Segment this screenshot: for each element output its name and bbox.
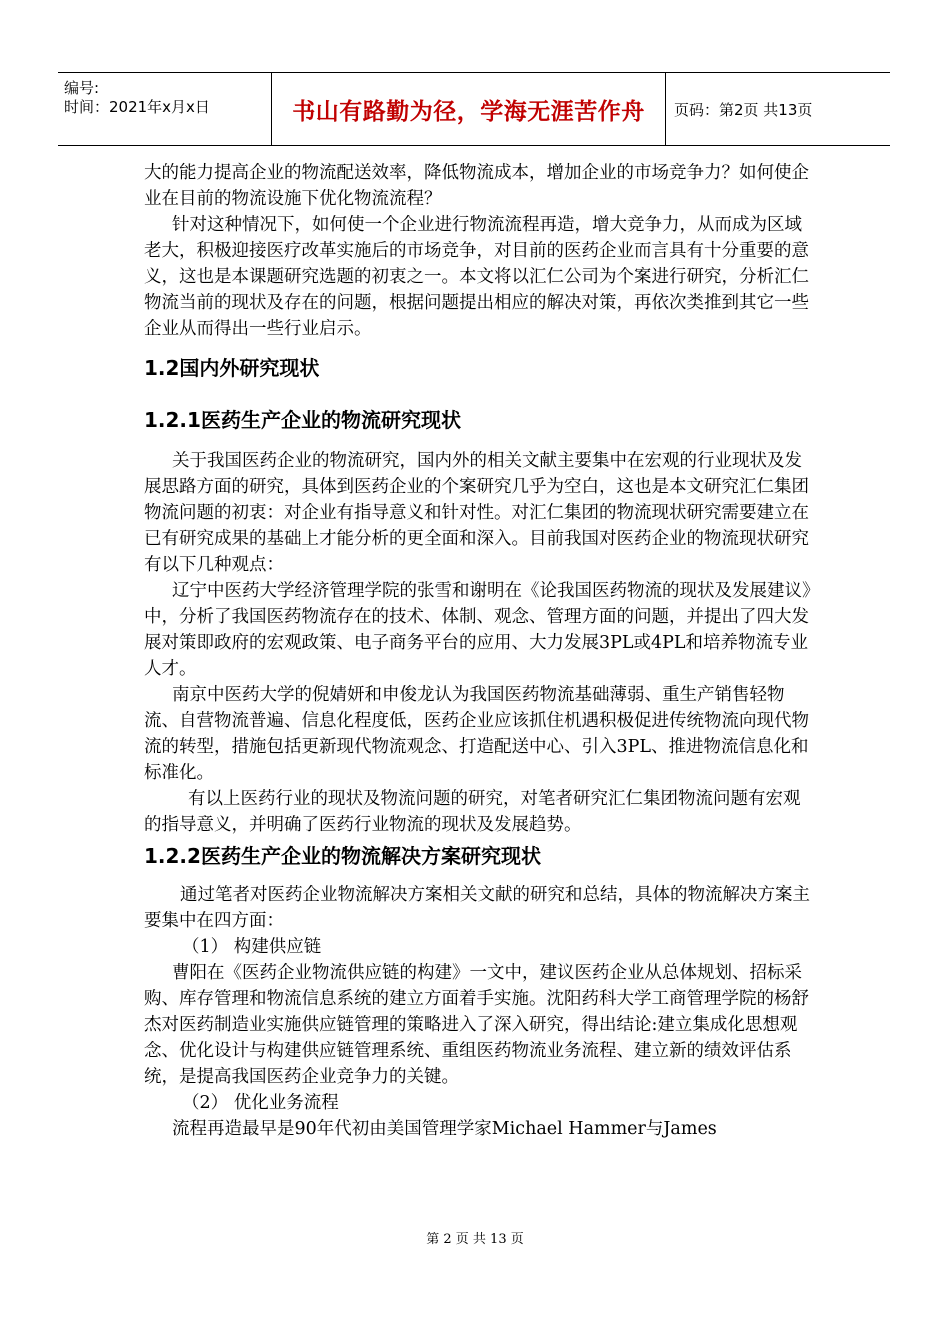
subsection-heading: 1.2.1医药生产企业的物流研究现状	[144, 408, 461, 432]
list-item: （1） 构建供应链	[182, 937, 322, 957]
list-item: （2） 优化业务流程	[182, 1093, 339, 1113]
paragraph: 关于我国医药企业的物流研究，国内外的相关文献主要集中在宏观的行业现状及发展思路方面的研究，具体到医药企业的个案研究几乎为空白，这也是本文研究汇仁集团物流问题的初衷：对企业有指导意义和针对性。对汇仁集团的物流现状研究需要建立在已有研究成果的基础上才能分析的更全面和深入。目前我国对医药企业的物流现状研究有以下几种观点：	[144, 451, 809, 575]
paragraph: 通过笔者对医药企业物流解决方案相关文献的研究和总结，具体的物流解决方案主要集中在四方面：	[144, 885, 810, 931]
date-label: 时间：2021年x月x日	[64, 98, 210, 116]
paragraph: 针对这种情况下，如何使一个企业进行物流流程再造，增大竞争力，从而成为区域老大，积极迎接医疗改革实施后的市场竞争，对目前的医药企业而言具有十分重要的意义，这也是本课题研究选题的初衷之一。本文将以汇仁公司为个案进行研究，分析汇仁物流当前的现状及存在的问题，根据问题提出相应的解决对策，再依次类推到其它一些企业从而得出一些行业启示。	[144, 215, 809, 339]
number-label: 编号:	[64, 79, 100, 97]
header-page-number: 页码：第2页 共13页	[674, 100, 813, 119]
paragraph: 流程再造最早是90年代初由美国管理学家Michael Hammer与James	[172, 1119, 717, 1139]
paragraph: 南京中医药大学的倪婧妍和申俊龙认为我国医药物流基础薄弱、重生产销售轻物流、自营物流普遍、信息化程度低，医药企业应该抓住机遇积极促进传统物流向现代物流的转型，措施包括更新现代物流观念、打造配送中心、引入3PL、推进物流信息化和标准化。	[144, 685, 809, 783]
document-body	[144, 160, 812, 1142]
page-header	[58, 72, 890, 146]
paragraph: 辽宁中医药大学经济管理学院的张雪和谢明在《论我国医药物流的现状及发展建议》中，分析了我国医药物流存在的技术、体制、观念、管理方面的问题，并提出了四大发展对策即政府的宏观政策、电子商务平台的应用、大力发展3PL或4PL和培养物流专业人才。	[144, 581, 811, 679]
header-meta	[58, 73, 272, 145]
page-footer: 第 2 页 共 13 页	[426, 1232, 524, 1247]
paragraph: 有以上医药行业的现状及物流问题的研究，对笔者研究汇仁集团物流问题有宏观的指导意义，并明确了医药行业物流的现状及发展趋势。	[144, 789, 801, 835]
section-heading: 1.2国内外研究现状	[144, 356, 320, 380]
paragraph: 大的能力提高企业的物流配送效率，降低物流成本，增加企业的市场竞争力？如何使企业在目前的物流设施下优化物流流程？	[144, 163, 809, 209]
subsection-heading: 1.2.2医药生产企业的物流解决方案研究现状	[144, 844, 541, 868]
header-motto: 书山有路勤为径，学海无涯苦作舟	[272, 73, 666, 145]
paragraph: 曹阳在《医药企业物流供应链的构建》一文中，建议医药企业从总体规划、招标采购、库存管理和物流信息系统的建立方面着手实施。沈阳药科大学工商管理学院的杨舒杰对医药制造业实施供应链管理的策略进入了深入研究，得出结论:建立集成化思想观念、优化设计与构建供应链管理系统、重组医药物流业务流程、建立新的绩效评估系统，是提高我国医药企业竞争力的关键。	[144, 963, 809, 1087]
